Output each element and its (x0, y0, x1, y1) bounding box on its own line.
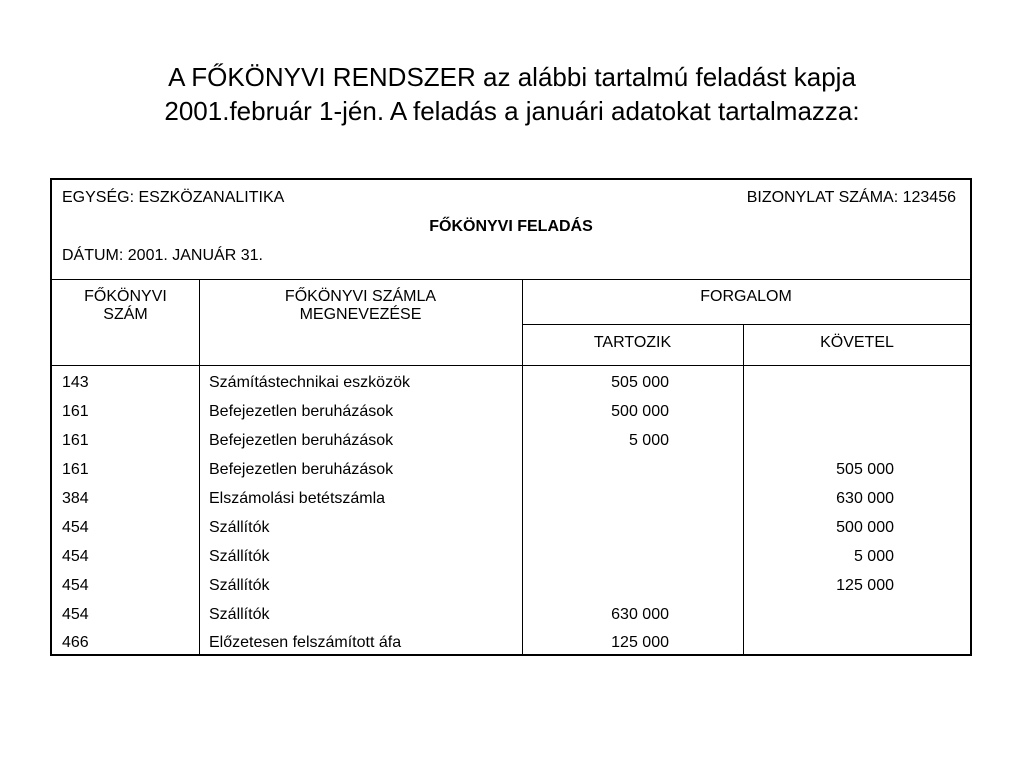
column-headers (52, 280, 970, 366)
divider (743, 324, 744, 366)
account-name: Befejezetlen beruházások (209, 432, 394, 449)
document-title: FŐKÖNYVI FELADÁS (429, 218, 593, 235)
account-number: 454 (62, 577, 89, 594)
document-header (52, 180, 970, 280)
account-name: Szállítók (209, 519, 270, 536)
title-line-1: A FŐKÖNYVI RENDSZER az alábbi tartalmú feladást kapja (168, 62, 856, 92)
unit-label: EGYSÉG: ESZKÖZANALITIKA (62, 189, 285, 206)
divider (522, 280, 523, 366)
account-name: Befejezetlen beruházások (209, 461, 394, 478)
col-credit: KÖVETEL (820, 334, 894, 351)
table-row (52, 577, 970, 606)
divider (199, 280, 200, 366)
ledger-body (52, 366, 970, 654)
account-number: 161 (62, 432, 89, 449)
account-number: 454 (62, 606, 89, 623)
account-number: 143 (62, 374, 89, 391)
slide-title (0, 60, 1024, 128)
account-name: Számítástechnikai eszközök (209, 374, 410, 391)
account-number: 161 (62, 461, 89, 478)
account-number: 454 (62, 548, 89, 565)
debit-amount: 500 000 (611, 403, 669, 420)
account-name: Szállítók (209, 577, 270, 594)
table-row (52, 374, 970, 403)
credit-amount: 500 000 (836, 519, 894, 536)
divider (522, 324, 970, 325)
table-row (52, 461, 970, 490)
table-row (52, 490, 970, 519)
account-name: Szállítók (209, 548, 270, 565)
account-number: 466 (62, 634, 89, 651)
ledger-posting-document (50, 178, 972, 656)
account-number: 384 (62, 490, 89, 507)
credit-amount: 125 000 (836, 577, 894, 594)
col-turnover: FORGALOM (700, 288, 792, 305)
debit-amount: 630 000 (611, 606, 669, 623)
table-row (52, 548, 970, 577)
account-number: 454 (62, 519, 89, 536)
title-line-2: 2001.február 1-jén. A feladás a januári adatokat tartalmazza: (164, 96, 860, 126)
credit-amount: 5 000 (853, 548, 894, 565)
table-row (52, 403, 970, 432)
account-name: Szállítók (209, 606, 270, 623)
account-name: Befejezetlen beruházások (209, 403, 394, 420)
debit-amount: 125 000 (611, 634, 669, 651)
document-date: DÁTUM: 2001. JANUÁR 31. (62, 247, 263, 264)
table-row (52, 606, 970, 635)
account-number: 161 (62, 403, 89, 420)
col-account-number: FŐKÖNYVI SZÁM (84, 288, 167, 323)
table-row (52, 634, 970, 663)
col-account-name: FŐKÖNYVI SZÁMLA MEGNEVEZÉSE (284, 288, 437, 323)
debit-amount: 505 000 (611, 374, 669, 391)
debit-amount: 5 000 (628, 432, 669, 449)
col-debit: TARTOZIK (593, 334, 672, 351)
account-name: Elszámolási betétszámla (209, 490, 386, 507)
table-row (52, 519, 970, 548)
account-name: Előzetesen felszámított áfa (209, 634, 402, 651)
credit-amount: 630 000 (836, 490, 894, 507)
table-row (52, 432, 970, 461)
voucher-number: BIZONYLAT SZÁMA: 123456 (746, 189, 956, 206)
credit-amount: 505 000 (836, 461, 894, 478)
